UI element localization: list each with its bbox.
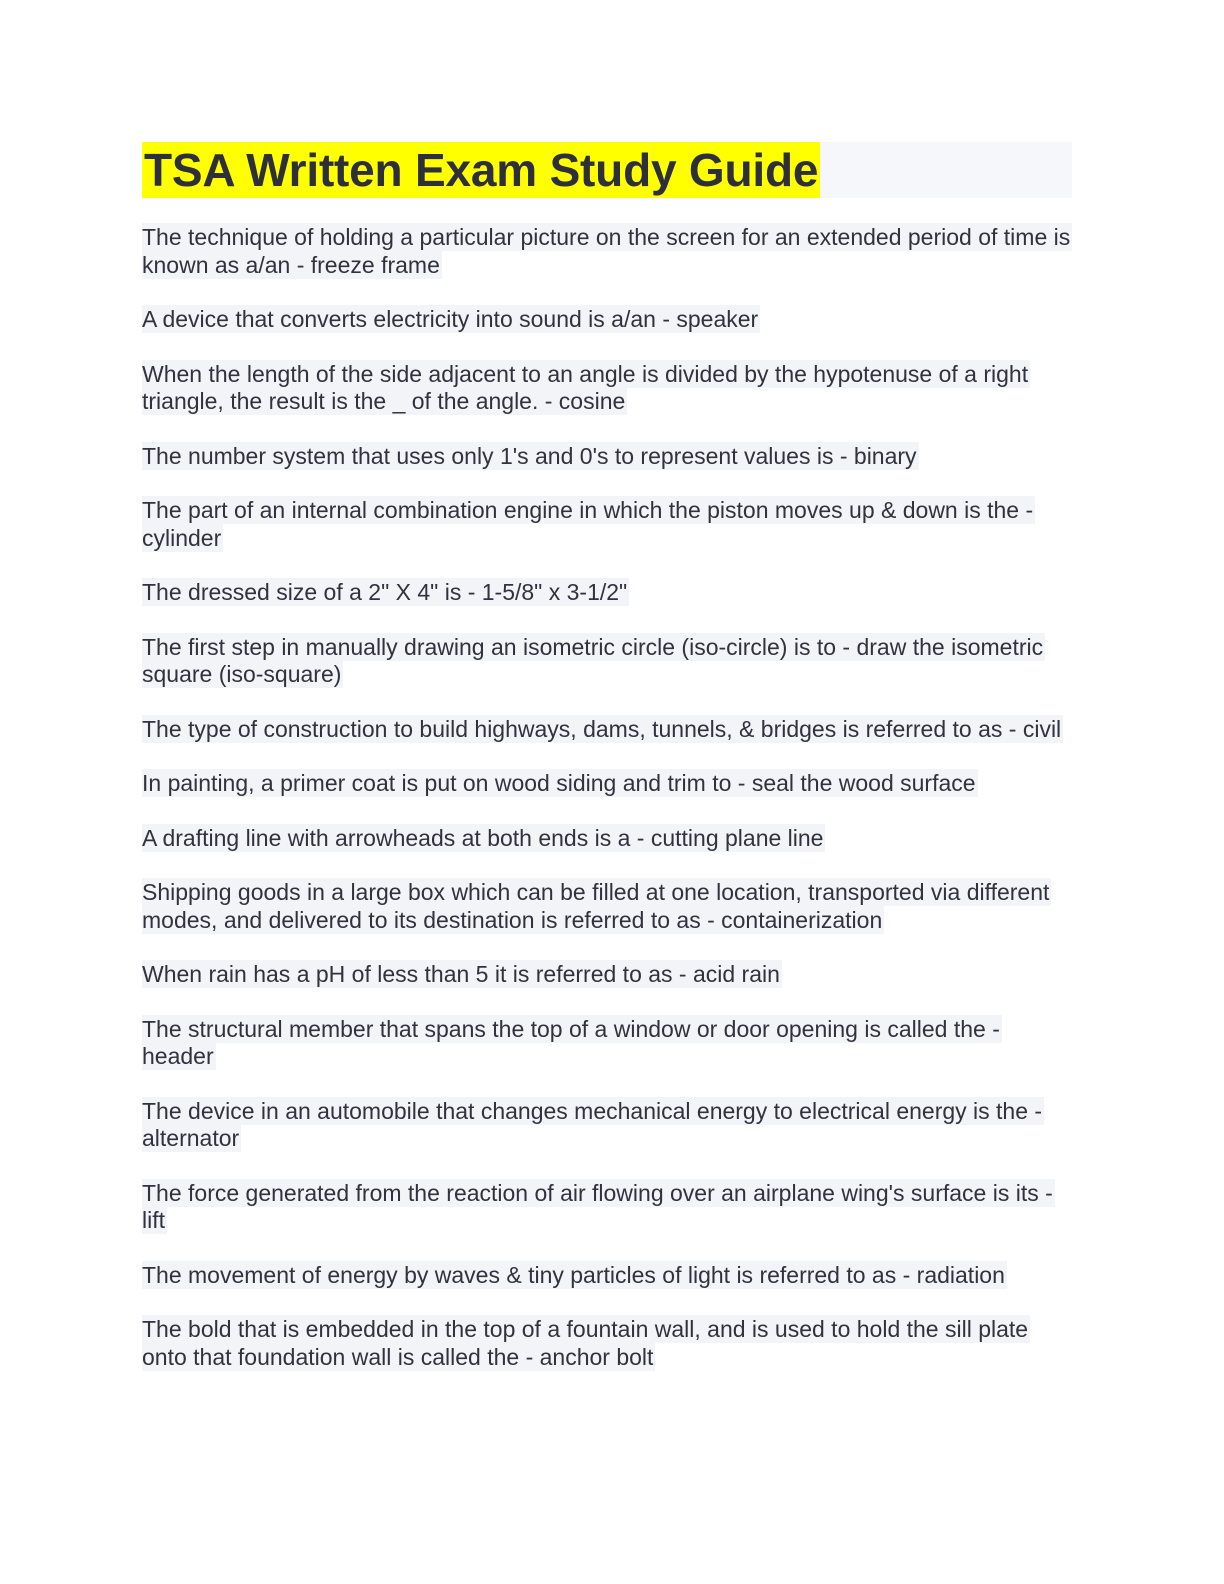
list-item: [142, 1180, 1077, 1235]
list-item: [142, 879, 1077, 934]
question-answer-text: The type of construction to build highways, dams, tunnels, & bridges is referred to as - civil: [142, 715, 1062, 742]
question-answer-text: The bold that is embedded in the top of a fountain wall, and is used to hold the sill plate onto that foundation wall is called the - anchor bolt: [142, 1316, 1029, 1370]
question-answer-text: The structural member that spans the top of a window or door opening is called the - header: [142, 1015, 1000, 1069]
list-item: [142, 825, 1077, 853]
question-answer-text: A device that converts electricity into sound is a/an - speaker: [142, 306, 759, 332]
question-answer-text: The first step in manually drawing an isometric circle (iso-circle) is to - draw the isometric square (iso-square): [142, 633, 1044, 687]
question-answer-text: The force generated from the reaction of air flowing over an airplane wing's surface is its - lift: [142, 1179, 1053, 1233]
list-item: [142, 1316, 1077, 1371]
list-item: [142, 770, 1077, 798]
list-item: [142, 961, 1077, 989]
list-item: [142, 497, 1077, 552]
list-item: [142, 443, 1077, 471]
question-answer-text: The dressed size of a 2" X 4" is - 1-5/8" x 3-1/2": [142, 579, 628, 605]
question-answer-text: Shipping goods in a large box which can be filled at one location, transported via different modes, and delivered to its destination is referred to as - containerization: [142, 879, 1050, 933]
list-item: [142, 1098, 1077, 1153]
list-item: [142, 224, 1077, 279]
question-answer-text: In painting, a primer coat is put on wood siding and trim to - seal the wood surface: [142, 770, 976, 796]
question-answer-text: The technique of holding a particular picture on the screen for an extended period of time is known as a/an - freeze frame: [142, 224, 1071, 278]
question-answer-text: When the length of the side adjacent to an angle is divided by the hypotenuse of a right triangle, the result is the _ of the angle. - cosine: [142, 360, 1029, 414]
list-item: [142, 1262, 1077, 1290]
question-answer-text: When rain has a pH of less than 5 it is referred to as - acid rain: [142, 961, 780, 987]
question-answer-text: A drafting line with arrowheads at both ends is a - cutting plane line: [142, 824, 824, 851]
list-item: [142, 634, 1077, 689]
question-answer-text: The device in an automobile that changes mechanical energy to electrical energy is the - alternator: [142, 1097, 1043, 1151]
list-item: [142, 361, 1077, 416]
list-item: [142, 1016, 1077, 1071]
question-answer-text: The part of an internal combination engine in which the piston moves up & down is the - cylinder: [142, 497, 1034, 551]
question-answer-text: The movement of energy by waves & tiny particles of light is referred to as - radiation: [142, 1261, 1005, 1288]
question-answer-text: The number system that uses only 1's and 0's to represent values is - binary: [142, 442, 917, 469]
list-item: [142, 306, 1077, 334]
page-title: TSA Written Exam Study Guide: [144, 144, 819, 196]
question-answer-list: [142, 224, 1077, 1398]
list-item: [142, 716, 1077, 744]
list-item: [142, 579, 1077, 607]
